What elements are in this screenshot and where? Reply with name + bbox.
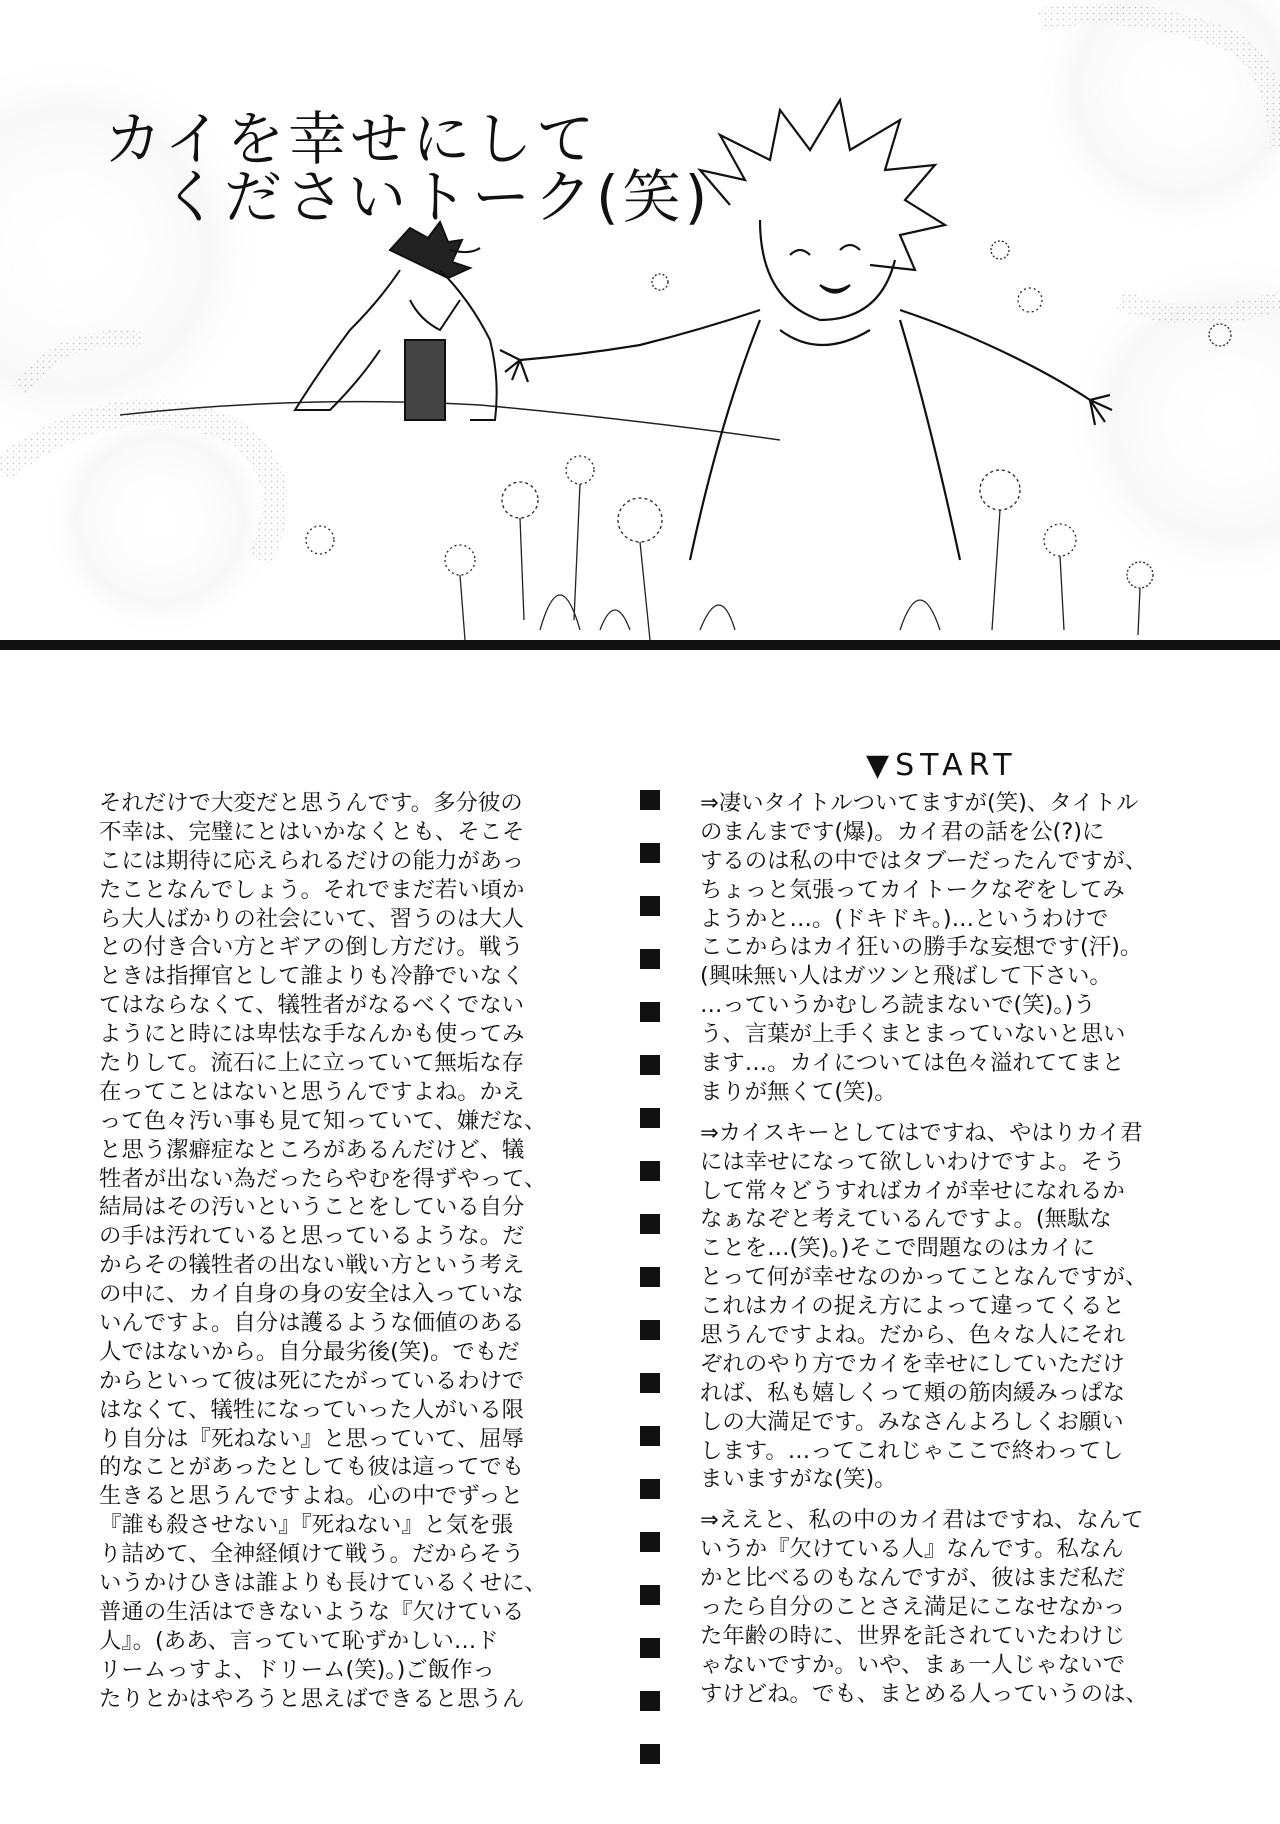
divider-square: [640, 1055, 660, 1075]
divider-square: [640, 896, 660, 916]
text-line: 結局はその汚いということをしている自分: [99, 1194, 525, 1221]
text-line: た年齢の時に、世界を託されていたわけじ: [700, 1622, 1126, 1649]
text-line: には幸せになって欲しいわけですよ。そう: [700, 1148, 1126, 1175]
text-line: ら大人ばかりの社会にいて、習うのは大人: [99, 905, 524, 932]
text-line: って色々汚い事も見て知っていて、嫌だな、: [99, 1107, 547, 1134]
text-line: 思うんですよね。だから、色々な人にそれ: [700, 1322, 1126, 1349]
background-figure: [295, 222, 497, 420]
text-line: するのは私の中ではタブーだったんですが、: [700, 847, 1148, 874]
text-line: の中に、カイ自身の身の安全は入っていな: [99, 1281, 524, 1308]
text-line: たりとかはやろうと思えばできると思うん: [99, 1685, 525, 1712]
divider-square: [640, 1267, 660, 1287]
divider-square: [640, 1638, 660, 1658]
divider-square: [640, 1691, 660, 1711]
text-line: 的なことがあったとしても彼は這ってでも: [99, 1454, 525, 1481]
text-line: との付き合い方とギアの倒し方だけ。戦う: [99, 934, 524, 961]
text-line: ます…。カイについては色々溢れててまと: [700, 1050, 1125, 1077]
text-line: いんですよ。自分は護るような価値のある: [99, 1310, 525, 1337]
text-line: たことなんでしょう。それでまだ若い頃か: [99, 876, 525, 903]
text-line: れば、私も嬉しくって頬の筋肉緩みっぱな: [700, 1379, 1125, 1406]
text-line: ようかと…。(ドキドキ。)…というわけで: [700, 905, 1109, 932]
text-line: 『誰も殺させない』『死ねない』と気を張: [99, 1512, 514, 1539]
text-line: 生きると思うんですよね。心の中でずっと: [99, 1483, 524, 1510]
divider-square: [640, 1744, 660, 1764]
divider-square: [640, 1002, 660, 1022]
divider-square: [640, 949, 660, 969]
text-line: ⇒カイスキーとしてはですね、やはりカイ君: [700, 1119, 1143, 1146]
title-line-2: くださいトーク(笑): [162, 163, 712, 231]
divider-square: [640, 1532, 660, 1552]
text-line: からその犠牲者の出ない戦い方という考え: [99, 1252, 525, 1279]
text-line: ゃないですか。いや、まぁ一人じゃないで: [700, 1651, 1125, 1678]
text-line: まりが無くて(笑)。: [700, 1078, 897, 1105]
text-line: ようにと時には卑怯な手なんかも使ってみ: [99, 1021, 525, 1048]
text-line: ったら自分のことさえ満足にこなせなかっ: [700, 1594, 1126, 1621]
text-line: …っていうかむしろ読まないで(笑)。)う: [700, 992, 1096, 1019]
text-line: ⇒ええと、私の中のカイ君はですね、なんて: [700, 1507, 1144, 1534]
text-line: して常々どうすればカイが幸せになれるか: [700, 1177, 1125, 1204]
divider-square: [640, 1161, 660, 1181]
divider-square: [640, 1320, 660, 1340]
divider-square: [640, 1373, 660, 1393]
text-line: 牲者が出ない為だったらやむを得ずやって、: [99, 1165, 547, 1192]
text-line: ことを…(笑)。)そこで問題なのはカイに: [700, 1235, 1095, 1262]
divider-square: [640, 1214, 660, 1234]
text-line: かと比べるのもなんですが、彼はまだ私だ: [700, 1565, 1126, 1592]
text-line: いうか『欠けている人』なんです。私なん: [700, 1536, 1124, 1563]
text-line: はなくて、犠牲になっていった人がいる限: [99, 1396, 524, 1423]
text-line: 普通の生活はできないような『欠けている: [99, 1598, 525, 1625]
text-line: とって何が幸せなのかってことなんですが、: [700, 1264, 1148, 1291]
paragraph: [700, 1119, 1220, 1495]
text-line: のまんまです(爆)。カイ君の話を公(?)に: [700, 818, 1105, 845]
text-line: まいますがな(笑)。: [700, 1466, 897, 1493]
divider-square: [640, 1585, 660, 1605]
text-line: しの大満足です。みなさんよろしくお願い: [700, 1408, 1124, 1435]
text-line: の手は汚れていると思っているような。だ: [99, 1223, 525, 1250]
right-text-column: [700, 789, 1220, 1721]
divider-square: [640, 790, 660, 810]
paragraph: [700, 1506, 1220, 1708]
text-line: こには期待に応えられるだけの能力があっ: [99, 847, 525, 874]
text-line: それだけで大変だと思うんです。多分彼の: [99, 790, 523, 816]
text-line: これはカイの捉え方によって違ってくると: [700, 1293, 1125, 1320]
text-line: いうかけひきは誰よりも長けているくせに、: [99, 1570, 547, 1597]
text-line: すけどね。でも、まとめる人っていうのは、: [700, 1680, 1148, 1707]
start-heading: ▼START: [866, 748, 1018, 783]
text-line: 不幸は、完璧にとはいかなくとも、そこそ: [99, 818, 525, 845]
text-line: 在ってことはないと思うんですよね。かえ: [99, 1078, 525, 1105]
text-line: 人ではないから。自分最劣後(笑)。でもだ: [99, 1338, 520, 1365]
left-text-column: [99, 789, 577, 1714]
text-line: てはならなくて、犠牲者がなるべくでない: [99, 992, 524, 1019]
text-line: なぁなぞと考えているんですよ。(無駄な: [700, 1206, 1112, 1233]
text-line: します。…ってこれじゃここで終わってし: [700, 1437, 1124, 1464]
divider-square: [640, 1108, 660, 1128]
text-line: ⇒凄いタイトルついてますが(笑)、タイトル: [700, 790, 1139, 816]
text-line: う、言葉が上手くまとまっていないと思い: [700, 1021, 1126, 1048]
text-line: ぞれのやり方でカイを幸せにしていただけ: [700, 1350, 1125, 1377]
divider-square: [640, 1479, 660, 1499]
text-line: からといって彼は死にたがっているわけで: [99, 1367, 525, 1394]
square-divider: [640, 0, 662, 1824]
text-line: 人』。(ああ、言っていて恥ずかしい…ド: [99, 1627, 499, 1654]
title-line-1: カイを幸せにして: [104, 105, 599, 173]
text-line: (興味無い人はガツンと飛ばして下さい。: [700, 963, 1112, 990]
text-line: と思う潔癖症なところがあるんだけど、犠: [99, 1136, 525, 1163]
divider-square: [640, 843, 660, 863]
text-line: リームっすよ、ドリーム(笑)。)ご飯作っ: [99, 1656, 495, 1683]
text-line: たりして。流石に上に立っていて無垢な存: [99, 1050, 524, 1077]
text-line: り詰めて、全神経傾けて戦う。だからそう: [99, 1541, 524, 1568]
text-line: ちょっと気張ってカイトークなぞをしてみ: [700, 876, 1125, 903]
text-line: ときは指揮官として誰よりも冷静でいなく: [99, 963, 525, 990]
divider-square: [640, 1426, 660, 1446]
text-line: り自分は『死ねない』と思っていて、屈辱: [99, 1425, 524, 1452]
text-line: ここからはカイ狂いの勝手な妄想です(汗)。: [700, 934, 1143, 961]
paragraph: [700, 789, 1220, 1107]
